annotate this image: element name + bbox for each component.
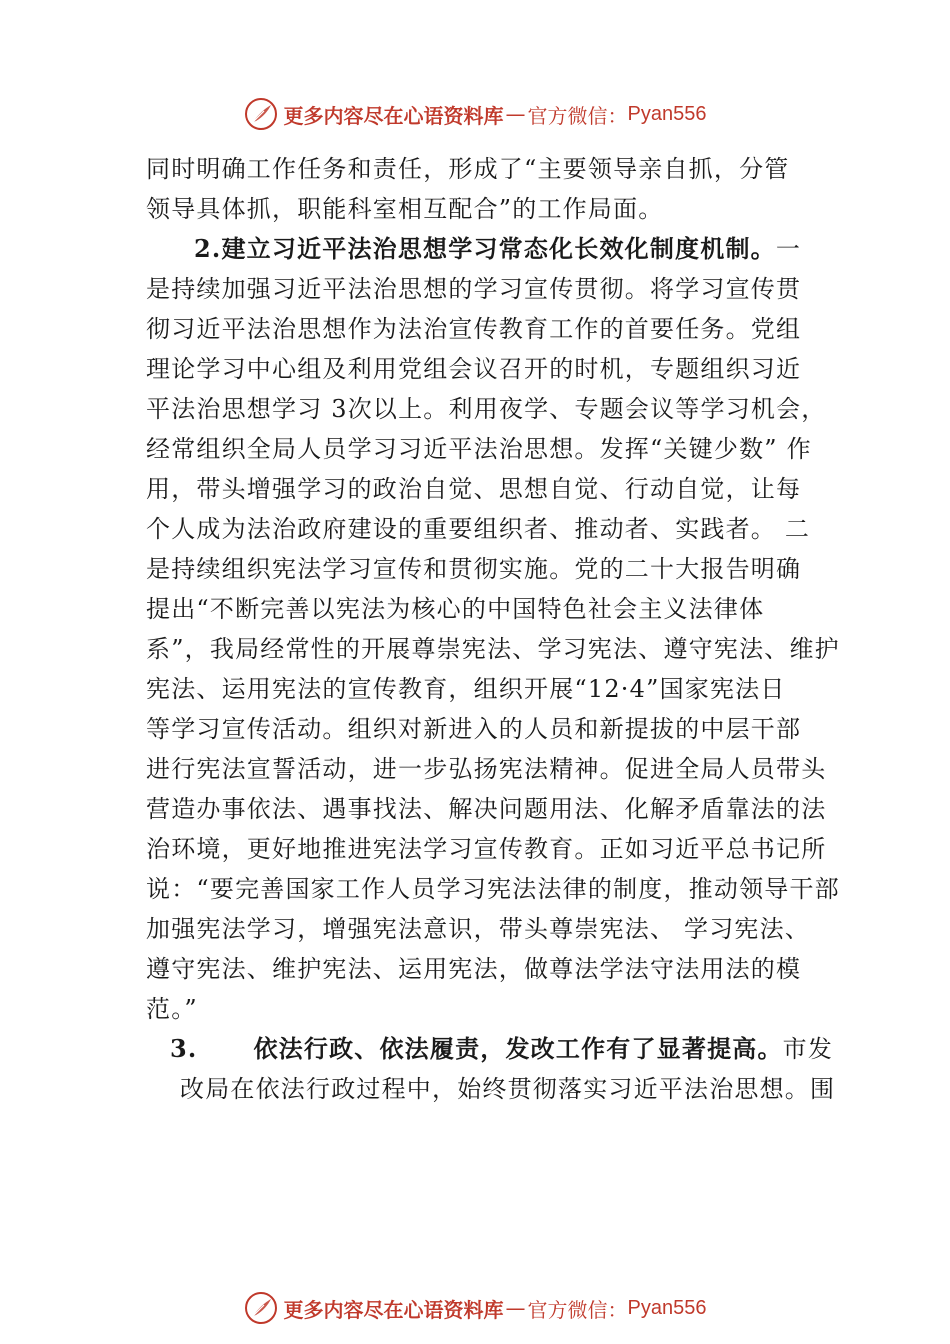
banner-dash: — <box>505 1296 526 1320</box>
body-line: 系”，我局经常性的开展尊崇宪法、学习宪法、遵守宪法、维护 <box>146 635 840 663</box>
banner-wechat-id: Pyan556 <box>627 1296 707 1319</box>
banner-dash: — <box>505 102 526 126</box>
banner-wechat-id: Pyan556 <box>627 102 707 125</box>
body-line: 等学习宣传活动。组织对新进入的人员和新提拔的中层干部 <box>146 715 802 743</box>
body-line: 营造办事依法、遇事找法、解决问题用法、化解矛盾靠法的法 <box>146 795 827 823</box>
footer-watermark-banner <box>0 1288 950 1328</box>
body-line: 范。” <box>146 995 198 1023</box>
banner-wechat-label: 官方微信： <box>527 1297 628 1322</box>
body-line: 进行宪法宣誓活动，进一步弘扬宪法精神。促进全局人员带头 <box>146 755 827 783</box>
banner-main-text: 更多内容尽在心语资料库 <box>283 103 504 128</box>
feather-pen-logo-icon <box>244 1291 278 1325</box>
body-line: 经常组织全局人员学习习近平法治思想。发挥“关键少数” 作 <box>146 435 812 463</box>
body-line: 是持续组织宪法学习宣传和贯彻实施。党的二十大报告明确 <box>146 555 802 583</box>
section-2-heading-line <box>194 229 818 269</box>
body-line: 彻习近平法治思想作为法治宣传教育工作的首要任务。党组 <box>146 315 802 343</box>
section-3-number: 3. <box>170 1034 198 1063</box>
feather-pen-logo-icon <box>244 97 278 131</box>
body-line: 理论学习中心组及利用党组会议召开的时机，专题组织习近 <box>146 355 802 383</box>
body-line-fragment: 一 <box>775 235 802 263</box>
body-line: 提出“不断完善以宪法为核心的中国特色社会主义法律体 <box>146 595 765 623</box>
section-2-heading: 2.建立习近平法治思想学习常态化长效化制度机制。 <box>194 234 776 263</box>
body-line: 用，带头增强学习的政治自觉、思想自觉、行动自觉，让每 <box>146 475 802 503</box>
body-line: 说：“要完善国家工作人员学习宪法法律的制度，推动领导干部 <box>146 875 840 903</box>
section-3-heading: 依法行政、依法履责，发改工作有了显著提高。 <box>253 1034 783 1063</box>
header-watermark-banner <box>0 94 950 134</box>
banner-main-text: 更多内容尽在心语资料库 <box>283 1297 504 1322</box>
banner-wechat-label: 官方微信： <box>527 103 628 128</box>
body-line: 遵守宪法、维护宪法、运用宪法，做尊法学法守法用法的模 <box>146 955 802 983</box>
body-line: 个人成为法治政府建设的重要组织者、推动者、实践者。 二 <box>146 515 811 543</box>
body-line: 宪法、运用宪法的宣传教育，组织开展“12·4”国家宪法日 <box>146 675 786 703</box>
body-line: 领导具体抓，职能科室相互配合”的工作局面。 <box>146 195 664 223</box>
body-line-fragment: 市发 <box>782 1035 834 1063</box>
body-line: 加强宪法学习，增强宪法意识，带头尊崇宪法、 学习宪法、 <box>146 915 811 943</box>
body-line: 改局在依法行政过程中，始终贯彻落实习近平法治思想。围 <box>180 1075 836 1103</box>
body-line: 是持续加强习近平法治思想的学习宣传贯彻。将学习宣传贯 <box>146 275 802 303</box>
body-line: 治环境，更好地推进宪法学习宣传教育。正如习近平总书记所 <box>146 835 827 863</box>
body-line: 平法治思想学习 3次以上。利用夜学、专题会议等学习机会， <box>146 395 827 423</box>
body-line: 同时明确工作任务和责任，形成了“主要领导亲自抓，分管 <box>146 155 790 183</box>
section-3-heading-line <box>170 1029 834 1069</box>
